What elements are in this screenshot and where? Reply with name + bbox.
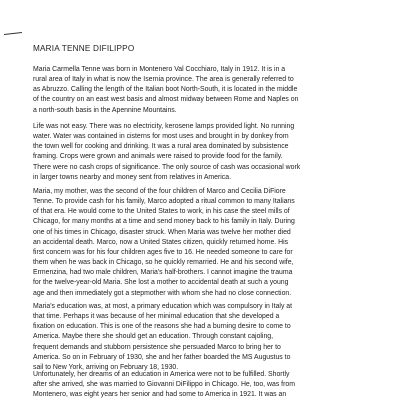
text-line: frequent demands and stubborn persistence she persuaded Marco to bring her to xyxy=(33,343,281,351)
paragraph-marriage xyxy=(33,370,368,400)
paragraph-education xyxy=(33,302,368,373)
text-line: an accidental death. Marco, now a United States citizen, quickly returned home. His xyxy=(33,238,289,246)
paragraph-birth xyxy=(33,65,368,116)
document-title: MARIA TENNE DIFILIPPO xyxy=(33,44,135,53)
text-line: Ermenzina, had two male children, Maria's half-brothers. I cannot imagine the trauma xyxy=(33,269,293,277)
text-line: first concern was for his four children ages five to 16. He needed someone to care for xyxy=(33,248,293,256)
text-line: that time. Perhaps it was because of her minimal education that she developed a xyxy=(33,313,280,321)
text-line: Maria, my mother, was the second of the four children of Marco and Cecilia DiFiore xyxy=(33,188,286,195)
paragraph-life xyxy=(33,122,368,183)
text-line: Maria's education was, at most, a primary education which was compulsory in Italy at xyxy=(33,303,293,310)
text-line: sail to New York, arriving on February 18, 1930. xyxy=(33,363,179,371)
text-line: for the twelve-year-old Maria. She lost a mother to accidental death at such a young xyxy=(33,279,289,287)
text-line: Tenne. To provide cash for his family, Marco adopted a ritual common to many Italians xyxy=(33,198,295,206)
text-line: Unfortunately, her dreams of an education in America were not to be fulfilled. Shortly xyxy=(33,371,290,378)
text-line: fixation on education. This is one of the reasons she had a burning desire to come to xyxy=(33,323,291,331)
text-line: in larger towns nearby and money sent from relatives in America. xyxy=(33,173,232,181)
text-line: them when he was back in Chicago, so he quickly remarried. He and his second wife, xyxy=(33,259,294,267)
text-line: water. Water was contained in cisterns for most uses and brought in by donkey from xyxy=(33,133,289,141)
text-line: Maria Carmella Tenne was born in Montenero Val Cocchiaro, Italy in 1912. It is in a xyxy=(33,66,286,73)
text-line: Montenero, was eight years her senior and had some to America in 1921. It was an xyxy=(33,391,287,399)
text-line: a north-south basis in the Apennine Mountains. xyxy=(33,106,177,114)
paragraph-family xyxy=(33,187,368,299)
text-line: after she arrived, she was married to Giovanni DiFilippo in Chicago. He, too, was from xyxy=(33,381,295,389)
text-line: as Abruzzo. Calling the length of the Italian boot North-South, it is located in the middle xyxy=(33,86,298,94)
text-line: Chicago, for many months at a time and send money back to his family in Italy. During xyxy=(33,218,295,226)
text-line: rural area of Italy in what is now the Isernia province. The area is generally referred to xyxy=(33,76,294,84)
text-line: America. So on in February of 1930, she and her father boarded the MS Augustus to xyxy=(33,353,291,361)
margin-pen-mark xyxy=(4,32,22,35)
text-line: of the country on an east west basis and almost midway between Rome and Naples on xyxy=(33,96,299,104)
text-line: one of his times in Chicago, disaster struck. When Maria was twelve her mother died xyxy=(33,228,291,236)
text-line: age and then immediately got a stepmother with whom she had no close connection. xyxy=(33,289,292,297)
text-line: the town well for cooking and drinking. It was a rural area dominated by subsistence xyxy=(33,143,289,151)
text-line: There were no cash crops of significance. The only source of cash was occasional work xyxy=(33,163,301,171)
text-line: framing. Crops were grown and animals were raised to provide food for the family. xyxy=(33,153,283,161)
text-line: America. Maybe there she should get an education. Through constant cajoling, xyxy=(33,333,274,341)
text-line: of that era. He would come to the United States to work, in his case the steel mills of xyxy=(33,208,290,216)
text-line: Life was not easy. There was no electricity, kerosene lamps provided light. No running xyxy=(33,123,295,130)
